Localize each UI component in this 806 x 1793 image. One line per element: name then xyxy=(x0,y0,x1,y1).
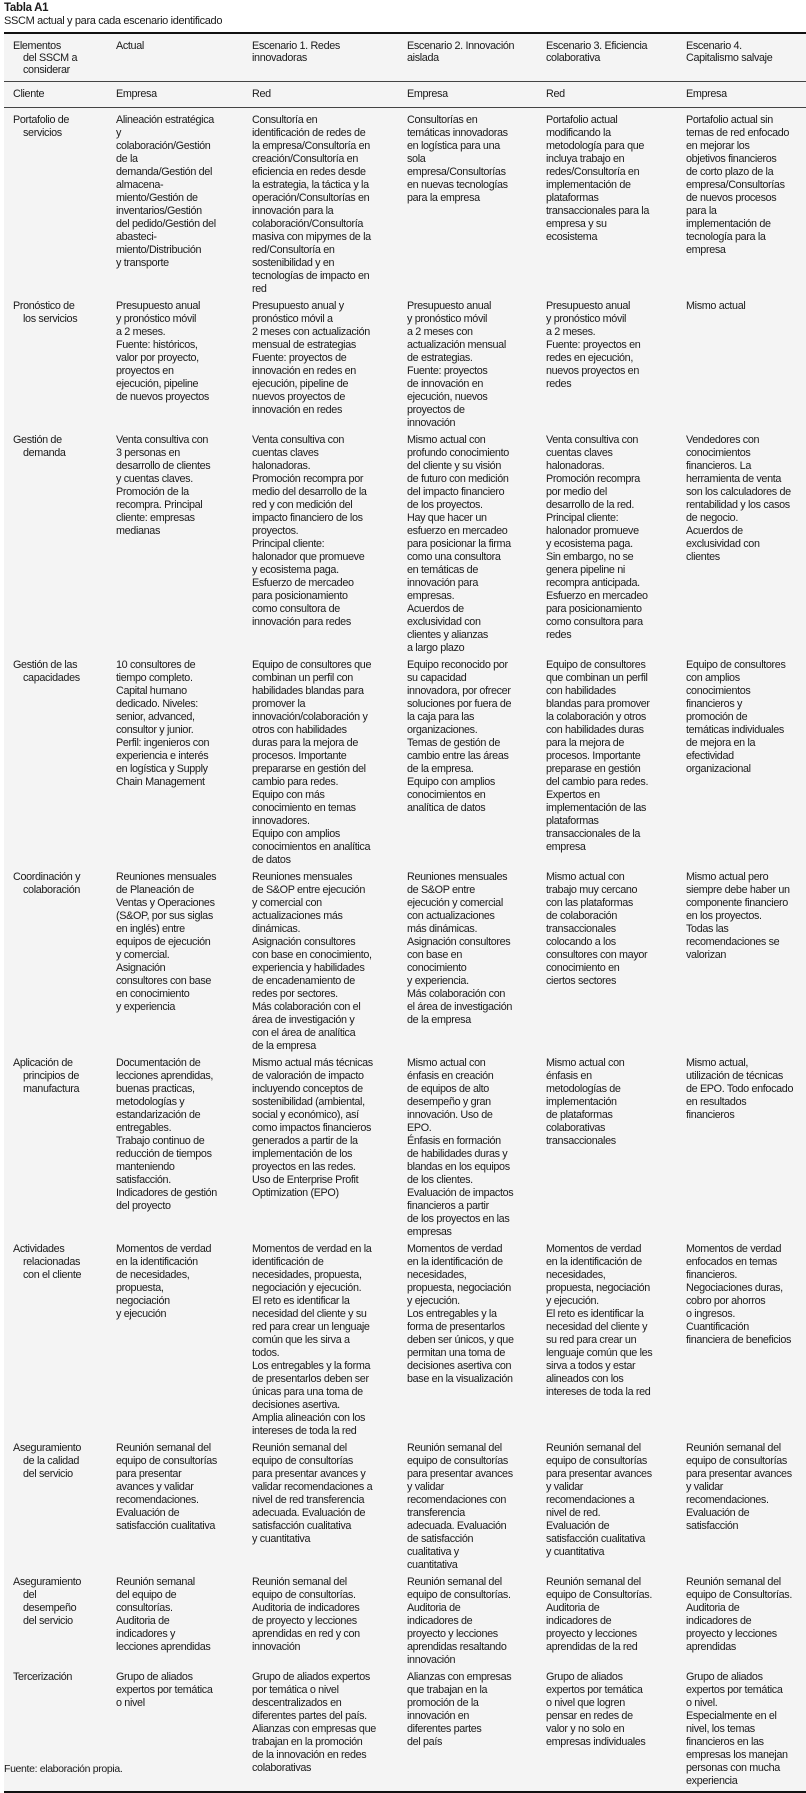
cell-scenario-2: Mismo actual con profundo conocimiento del cliente y su visión de futuro con medición del impacto financiero de los proyectos. Hay que hacer un esfuerzo en mercadeo para posicionar la firma como una consultora en temáticas de innovación para empresas. Acuerdos de exclusividad con clientes y alianzas a largo plazo xyxy=(407,434,511,654)
cell-scenario-3: Equipo de consultores que combinan un perfil con habilidades blandas para promover la colaboración y otros con habilidades duras para la mejora de procesos. Importante preparase en gestión del cambio para redes. Expertos en implementación de las plataformas transaccionales de la empresa xyxy=(546,659,650,853)
cell-scenario-2: Reunión semanal del equipo de consultorías para presentar avances y validar recomendaciones con transferencia adecuada. Evaluación de satisfacción cualitativa y cuantitativa xyxy=(407,1442,513,1571)
cell-actual: 10 consultores de tiempo completo. Capital humano dedicado. Niveles: senior, advanced, consultor y junior. Perfil: ingenieros con experiencia e interés en logística y Supply Chain Management xyxy=(116,659,210,788)
cell-scenario-2: Empresa xyxy=(407,82,546,108)
row-label: Pronóstico de los servicios xyxy=(13,300,78,325)
table-row xyxy=(4,1242,806,1441)
cell-scenario-4: Mismo actual, utilización de técnicas de EPO. Todo enfocado en resultados financieros xyxy=(686,1057,794,1121)
cell-scenario-3: Grupo de aliados expertos por temática o nivel que logren pensar en redes de valor y no solo en empresas individuales xyxy=(546,1671,646,1748)
cell-scenario-2: Equipo reconocido por su capacidad innovadora, por ofrecer soluciones por fuera de la caja para las organizaciones. Temas de gestión de cambio entre las áreas de la empresa. Equipo con amplios conocimientos en analítica de datos xyxy=(407,659,512,814)
row-label: Aplicación de principios de manufactura xyxy=(13,1057,80,1095)
table-row xyxy=(4,1441,806,1575)
row-label: Aseguramiento de la calidad del servicio xyxy=(13,1442,82,1480)
cell-scenario-3: Portafolio actual modificando la metodología para que incluya trabajo en redes/Consultoría en implementación de plataformas transaccionales para la empresa y su ecosistema xyxy=(546,114,649,243)
cell-scenario-1: Red xyxy=(252,82,407,108)
cell-scenario-2: Momentos de verdad en la identificación de necesidades, propuesta, negociación y ejecución. Los entregables y la forma de presentarlos deben ser únicos, y que permitan una toma de decisiones asertiva con base en la visualización xyxy=(407,1243,514,1385)
column-header-scenario-4: Escenario 4. Capitalismo salvaje xyxy=(686,34,806,82)
cell-scenario-1: Reunión semanal del equipo de consultorías. Auditoria de indicadores de proyecto y lecciones aprendidas en red y con innovación xyxy=(252,1576,360,1653)
cell-actual: Empresa xyxy=(116,82,252,108)
table-row xyxy=(4,108,806,300)
row-label: Portafolio de servicios xyxy=(13,114,70,139)
cell-scenario-1: Consultoría en identificación de redes de la empresa/Consultoría en creación/Consultoría en eficiencia en redes desde la estrategia, la táctica y la operación/Consultorías en innovación para la colaboración/Consultoría masiva con mipymes de la red/Consultoría en sostenibilidad y en tecnologías de impacto en red xyxy=(252,114,371,295)
cell-actual: Momentos de verdad en la identificación de necesidades, propuesta, negociación y ejecución xyxy=(116,1243,212,1320)
cell-actual: Reunión semanal del equipo de consultorías para presentar avances y validar recomendaciones. Evaluación de satisfacción cualitativa xyxy=(116,1442,217,1532)
table-subtitle: SSCM actual y para cada escenario identificado xyxy=(4,15,223,27)
cell-scenario-1: Momentos de verdad en la identificación de necesidades, propuesta, negociación y ejecución. El reto es identificar la necesidad del cliente y su red para crear un lenguaje común que les sirva a todos. Los entregables y la forma de presentarlos deben ser únicas para una toma de decisiones asertiva. Amplia alineación con los intereses de toda la red xyxy=(252,1243,372,1437)
cell-scenario-4: Empresa xyxy=(686,82,806,108)
cell-scenario-4: Grupo de aliados expertos por temática o nivel. Especialmente en el nivel, los temas financieros en las empresas los manejan personas con mucha experiencia xyxy=(686,1671,788,1787)
table-row xyxy=(4,1575,806,1670)
cell-scenario-3: Reunión semanal del equipo de consultorías para presentar avances y validar recomendaciones a nivel de red. Evaluación de satisfacción cualitativa y cuantitativa xyxy=(546,1442,652,1558)
column-header-element: Elementos del SSCM a considerar xyxy=(4,34,116,82)
cell-scenario-1: Venta consultiva con cuentas claves halonadoras. Promoción recompra por medio del desarrollo de la red y con medición del impacto financiero de los proyectos. Principal cliente: halonador que promueve y ecosistema paga. Esfuerzo de mercadeo para posicionamiento como consultora de innovación para redes xyxy=(252,434,367,628)
cell-scenario-1: Presupuesto anual y pronóstico móvil a 2 meses con actualización mensual de estrategias Fuente: proyectos de innovación en redes en ejecución, pipeline de nuevos proyectos de innovación en redes xyxy=(252,300,370,416)
cell-scenario-1: Reunión semanal del equipo de consultorías para presentar avances y validar recomendaciones a nivel de red transferencia adecuada. Evaluación de satisfacción cualitativa y cuantitativa xyxy=(252,1442,373,1545)
client-row xyxy=(4,82,806,108)
cell-scenario-2: Presupuesto anual y pronóstico móvil a 2 meses con actualización mensual de estrategias. Fuente: proyectos de innovación en ejecución, nuevos proyectos de innovación xyxy=(407,300,506,429)
row-label: Coordinación y colaboración xyxy=(13,871,81,896)
cell-scenario-1: Equipo de consultores que combinan un perfil con habilidades blandas para promover la innovación/colaboración y otros con habilidades duras para la mejora de procesos. Importante prepararse en gestión del cambio para redes. Equipo con más conocimiento en temas innovadores. Equipo con amplios conocimientos en analítica de datos xyxy=(252,659,372,866)
column-header-scenario-1: Escenario 1. Redes innovadoras xyxy=(252,34,407,82)
cell-scenario-4: Reunión semanal del equipo de Consultorías. Auditoria de indicadores de proyecto y lecciones aprendidas xyxy=(686,1576,792,1653)
cell-scenario-3: Reunión semanal del equipo de Consultorías. Auditoria de indicadores de proyecto y lecciones aprendidas de la red xyxy=(546,1576,652,1653)
cell-scenario-1: Grupo de aliados expertos por temática o nivel descentralizados en diferentes partes del país. Alianzas con empresas que trabajan en la promoción de la innovación en redes colaborativas xyxy=(252,1671,376,1774)
column-header-scenario-2: Escenario 2. Innovación aislada xyxy=(407,34,546,82)
table-source-note: Fuente: elaboración propia. xyxy=(4,1763,123,1775)
cell-scenario-4: Equipo de consultores con amplios conocimientos financieros y promoción de temáticas individuales de mejora en la efectividad organizacional xyxy=(686,659,786,775)
table-header-row xyxy=(4,34,806,82)
cell-scenario-3: Red xyxy=(546,82,686,108)
cell-actual: Grupo de aliados expertos por temática o nivel xyxy=(116,1671,213,1709)
table-row xyxy=(4,1056,806,1242)
cell-scenario-2: Alianzas con empresas que trabajan en la promoción de la innovación en diferentes partes del país xyxy=(407,1671,512,1748)
row-label: Cliente xyxy=(4,82,116,108)
cell-scenario-2: Consultorías en temáticas innovadoras en logística para una sola empresa/Consultorías en nuevas tecnologías para la empresa xyxy=(407,114,508,204)
cell-scenario-3: Presupuesto anual y pronóstico móvil a 2 meses. Fuente: proyectos en redes en ejecución, nuevos proyectos en redes xyxy=(546,300,641,390)
scenario-table-grid xyxy=(4,34,806,1791)
cell-scenario-2: Reuniones mensuales de S&OP entre ejecución y comercial con actualizaciones más dinámicas. Asignación consultores con base en conocimiento y experiencia. Más colaboración con el área de investigación de la empresa xyxy=(407,871,513,1026)
cell-actual: Presupuesto anual y pronóstico móvil a 2 meses. Fuente: históricos, valor por proyecto, proyectos en ejecución, pipeline de nuevos proyectos xyxy=(116,300,209,403)
table-row xyxy=(4,870,806,1056)
cell-actual: Reuniones mensuales de Planeación de Ventas y Operaciones (S&OP, por sus siglas en inglés) entre equipos de ejecución y comercial. Asignación consultores con base en conocimiento y experiencia xyxy=(116,871,217,1013)
cell-actual: Documentación de lecciones aprendidas, buenas practicas, metodologías y estandarización de entregables. Trabajo continuo de reducción de tiempos manteniendo satisfacción. Indicadores de gestión del proyecto xyxy=(116,1057,217,1212)
cell-scenario-4: Mismo actual pero siempre debe haber un componente financiero en los proyectos. Todas las recomendaciones se valorizan xyxy=(686,871,790,961)
row-label: Gestión de las capacidades xyxy=(13,659,80,684)
cell-actual: Venta consultiva con 3 personas en desarrollo de clientes y cuentas claves. Promoción de la recompra. Principal cliente: empresas medianas xyxy=(116,434,211,537)
cell-scenario-3: Venta consultiva con cuentas claves halonadoras. Promoción recompra por medio del desarrollo de la red. Principal cliente: halonador promueve y ecosistema paga. Sin embargo, no se genera pipeline ni recompra anticipada. Esfuerzo en mercadeo para posicionamiento como consultora para redes xyxy=(546,434,648,641)
table-row xyxy=(4,658,806,870)
cell-scenario-4: Momentos de verdad enfocados en temas financieros. Negociaciones duras, cobro por ahorros o ingresos. Cuantificación financiera de beneficios xyxy=(686,1243,792,1346)
column-header-actual: Actual xyxy=(116,34,252,82)
column-header-scenario-3: Escenario 3. Eficiencia colaborativa xyxy=(546,34,686,82)
table-row xyxy=(4,1670,806,1791)
cell-scenario-1: Reuniones mensuales de S&OP entre ejecución y comercial con actualizaciones más dinámicas. Asignación consultores con base en conocimiento, experiencia y habilidades de encadenamiento de redes por sectores. Más colaboración con el área de investigación y con el área de analítica de la empresa xyxy=(252,871,372,1052)
table-title: Tabla A1 xyxy=(4,2,49,14)
cell-scenario-4: Vendedores con conocimientos financieros. La herramienta de venta son los calculadores de rentabilidad y los casos de negocio. Acuerdos de exclusividad con clientes xyxy=(686,434,791,563)
cell-scenario-4: Portafolio actual sin temas de red enfocado en mejorar los objetivos financieros de corto plazo de la empresa/Consultorías de nuevos procesos para la implementación de tecnología para la empresa xyxy=(686,114,790,256)
row-label: Aseguramiento del desempeño del servicio xyxy=(13,1576,82,1627)
cell-scenario-2: Reunión semanal del equipo de consultorías. Auditoria de indicadores de proyecto y lecciones aprendidas resaltando innovación xyxy=(407,1576,511,1666)
cell-actual: Reunión semanal del equipo de consultorías. Auditoria de indicadores y lecciones aprendidas xyxy=(116,1576,211,1653)
cell-scenario-3: Mismo actual con énfasis en metodologías de implementación de plataformas colaborativas transaccionales xyxy=(546,1057,625,1147)
cell-scenario-1: Mismo actual más técnicas de valoración de impacto incluyendo conceptos de sostenibilidad (ambiental, social y económico), así como impactos financieros generados a partir de la implementación de los proyectos en las redes. Uso de Enterprise Profit Optimization (EPO) xyxy=(252,1057,373,1199)
table-row xyxy=(4,299,806,433)
cell-scenario-4: Mismo actual xyxy=(686,300,746,312)
row-label: Gestión de demanda xyxy=(13,434,66,459)
row-label: Tercerización xyxy=(13,1671,73,1683)
scenario-table xyxy=(4,32,806,1793)
cell-scenario-4: Reunión semanal del equipo de consultorías para presentar avances y validar recomendaciones. Evaluación de satisfacción xyxy=(686,1442,792,1532)
cell-scenario-3: Mismo actual con trabajo muy cercano con las plataformas de colaboración transaccionales colocando a los consultores con mayor conocimiento en ciertos sectores xyxy=(546,871,648,987)
cell-actual: Alineación estratégica y colaboración/Gestión de la demanda/Gestión del almacena- miento/Gestión de inventarios/Gestión del pedido/Gestión del abasteci- miento/Distribución y transporte xyxy=(116,114,216,269)
row-label: Actividades relacionadas con el cliente xyxy=(13,1243,82,1281)
cell-scenario-2: Mismo actual con énfasis en creación de equipos de alto desempeño y gran innovación. Uso de EPO. Énfasis en formación de habilidades duras y blandas en los equipos de los clientes. Evaluación de impactos financieros a partir de los proyectos en las empresas xyxy=(407,1057,514,1238)
table-row xyxy=(4,433,806,658)
cell-scenario-3: Momentos de verdad en la identificación de necesidades, propuesta, negociación y ejecución. El reto es identificar la necesidad del cliente y su red para crear un lenguaje común que les sirva a todos y estar alineados con los intereses de toda la red xyxy=(546,1243,653,1398)
